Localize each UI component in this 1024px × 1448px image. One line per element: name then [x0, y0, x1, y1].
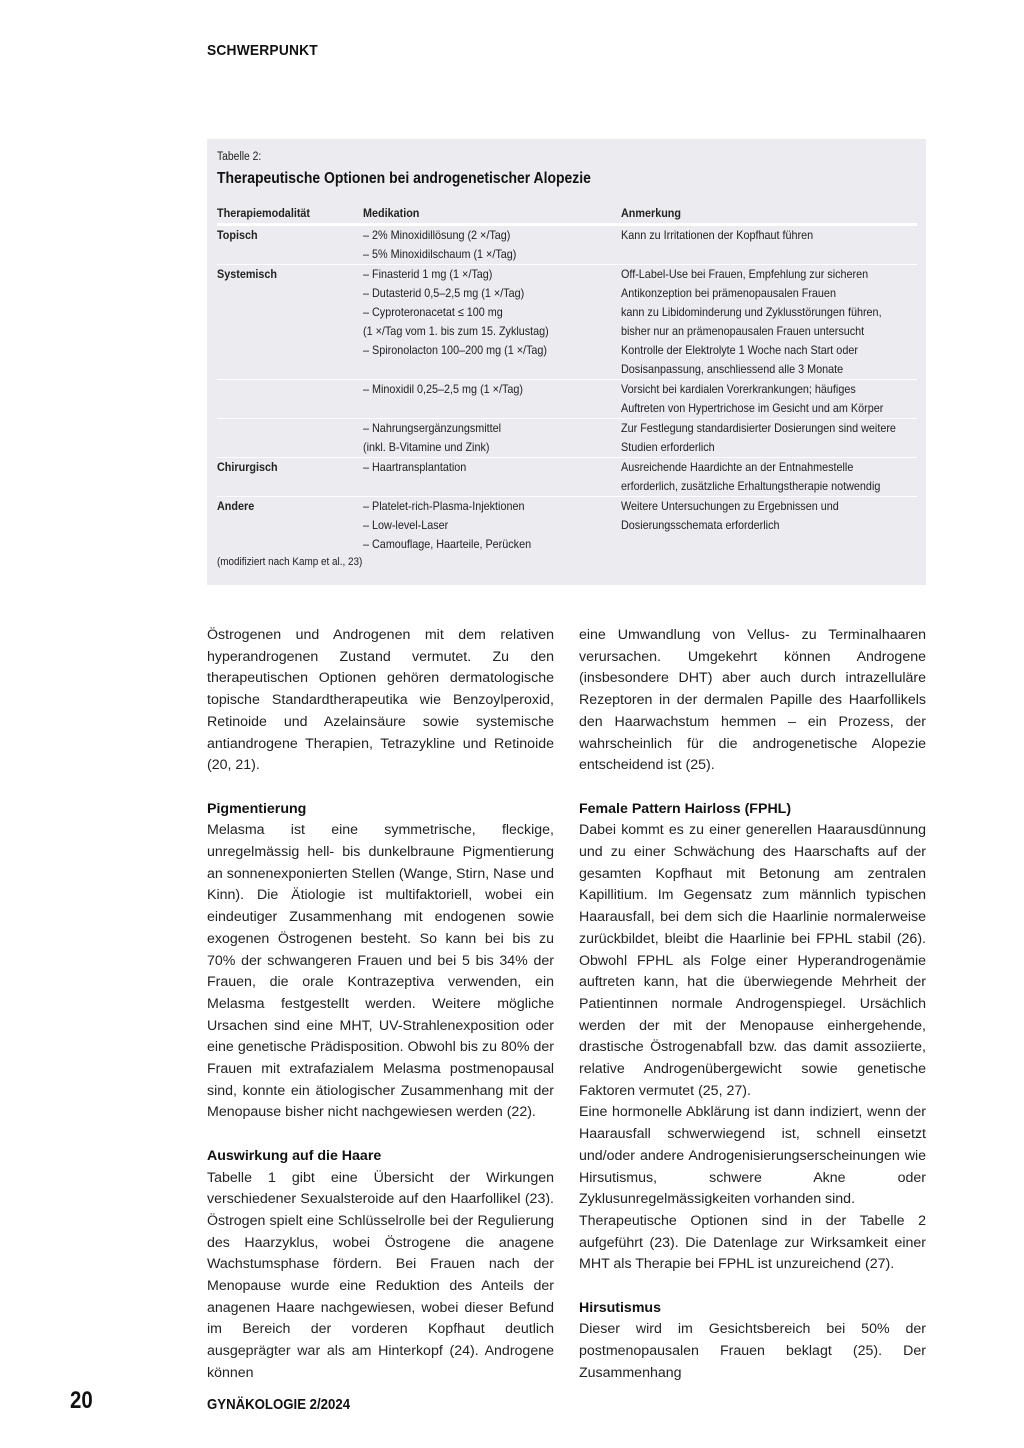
heading-hirsutismus: Hirsutismus [579, 1299, 661, 1316]
table-cell: erforderlich, zusätzliche Erhaltungstherapie notwendig [621, 479, 881, 493]
table-cell: – Dutasterid 0,5–2,5 mg (1 ×/Tag) [363, 286, 525, 300]
table-cell: Kann zu Irritationen der Kopfhaut führen [621, 228, 814, 242]
table-cell: Auftreten von Hypertrichose im Gesicht und am Körper [621, 401, 884, 415]
paragraph: eine Umwandlung von Vellus- zu Terminalhaaren verursachen. Umgekehrt können Androgene (insbesondere DHT) aber auch durch intrazelluläre Rezeptoren in der dermalen Papille des Haarfollikels den Haarwachstum hemmen – ein Prozess, der wahrscheinlich für die androgenetische Alopezie entscheidend ist (25). [579, 627, 926, 774]
left-text-column [207, 625, 554, 1385]
table-cell: – Haartransplantation [363, 460, 467, 474]
table-cell: (inkl. B-Vitamine und Zink) [363, 440, 490, 454]
paragraph: Dabei kommt es zu einer generellen Haarausdünnung und zu einer Schwächung des Haarschafts auf der gesamten Kopfhaut mit Betonung am zentralen Kapillitium. Im Gegensatz zum männlich typischen Haarausfall, bei dem sich die Haarlinie normalerweise zurückbildet, bleibt die Haarlinie bei FPHL stabil (26). Obwohl FPHL als Folge einer Hyperandrogenämie auftreten kann, hat die überwiegende Mehrheit der Patientinnen normale Androgenspiegel. Ursächlich werden der mit der Menopause einhergehende, drastische Östrogenabfall bzw. das damit assoziierte, relative Androgenübergewicht sowie genetische Faktoren vermutet (25, 27). [579, 822, 926, 1099]
paragraph: Östrogenen und Androgenen mit dem relativen hyperandrogenen Zustand vermutet. Zu den therapeutischen Optionen gehören dermatologische topische Standardtherapeutika wie Benzoylperoxid, Retinoide und Azelainsäure sowie systemische antiandrogene Therapien, Tetrazykline und Retinoide (20, 21). [207, 627, 554, 774]
table-label: Tabelle 2: [217, 151, 262, 163]
heading-pigmentierung: Pigmentierung [207, 800, 307, 817]
column-header: Anmerkung [621, 206, 682, 220]
table-cell: Studien erforderlich [621, 440, 715, 454]
table-cell: Systemisch [217, 267, 278, 281]
table-cell: – 2% Minoxidillösung (2 ×/Tag) [363, 228, 511, 242]
table-cell: Andere [217, 499, 255, 513]
journal-name: GYNÄKOLOGIE 2/2024 [207, 1396, 351, 1413]
table-header-row [217, 204, 917, 225]
paragraph: Dieser wird im Gesichtsbereich bei 50% der postmenopausalen Frauen beklagt (25). Der Zusammenhang [579, 1321, 926, 1381]
table-row [217, 496, 917, 554]
paragraph: Therapeutische Optionen sind in der Tabelle 2 aufgeführt (23). Die Datenlage zur Wirksamkeit einer MHT als Therapie bei FPHL ist unzureichend (27). [579, 1212, 926, 1273]
table-cell: – Cyproteronacetat ≤ 100 mg [363, 305, 503, 319]
table-cell: Weitere Untersuchungen zu Ergebnissen und [621, 499, 839, 513]
heading-haare: Auswirkung auf die Haare [207, 1147, 382, 1164]
table-cell: – 5% Minoxidilschaum (1 ×/Tag) [363, 247, 517, 261]
heading-fphl: Female Pattern Hairloss (FPHL) [579, 800, 792, 817]
table-cell: bisher nur an prämenopausalen Frauen untersucht [621, 324, 865, 338]
table-cell: Kontrolle der Elektrolyte 1 Woche nach Start oder [621, 343, 858, 357]
table-cell: – Finasterid 1 mg (1 ×/Tag) [363, 267, 493, 281]
table-cell: Chirurgisch [217, 460, 278, 474]
table-row [217, 225, 917, 264]
table-cell: Zur Festlegung standardisierter Dosierungen sind weitere [621, 421, 896, 435]
table-row [217, 457, 917, 496]
section-header: SCHWERPUNKT [207, 42, 318, 59]
table-cell: Topisch [217, 228, 258, 242]
column-header: Medikation [363, 206, 420, 220]
table-cell: – Minoxidil 0,25–2,5 mg (1 ×/Tag) [363, 382, 523, 396]
table-cell: kann zu Libidominderung und Zyklusstörungen führen, [621, 305, 882, 319]
table-body [217, 204, 917, 554]
table-cell: Dosierungsschemata erforderlich [621, 518, 780, 532]
table-cell: – Low-level-Laser [363, 518, 449, 532]
table-cell: – Nahrungsergänzungsmittel [363, 421, 502, 435]
table-cell: (1 ×/Tag vom 1. bis zum 15. Zyklustag) [363, 324, 549, 338]
table-row [217, 264, 917, 379]
table-cell: Dosisanpassung, anschliessend alle 3 Monate [621, 362, 844, 376]
table-cell: Antikonzeption bei prämenopausalen Frauen [621, 286, 836, 300]
table-footnote: (modifiziert nach Kamp et al., 23) [217, 556, 363, 568]
table-cell: – Platelet-rich-Plasma-Injektionen [363, 499, 525, 513]
paragraph: Melasma ist eine symmetrische, fleckige, unregelmässig hell- bis dunkelbraune Pigmentierung an sonnenexponierten Stellen (Wange, Stirn, Nase und Kinn). Die Ätiologie ist multifaktoriell, wobei ein eindeutiger Zusammenhang mit endogenen sowie exogenen Östrogenen besteht. So kann bei bis zu 70% der schwangeren Frauen und bei 5 bis 34% der Frauen, die orale Kontrazeptiva verwenden, ein Melasma festgestellt werden. Weitere mögliche Ursachen sind eine MHT, UV-Strahlenexposition oder eine genetische Prädisposition. Obwohl bis zu 80% der Frauen mit extrafazialem Melasma postmenopausal sind, konnte ein ätiologischer Zusammenhang mit der Menopause bisher nicht nachgewiesen werden (22). [207, 822, 554, 1121]
table-title: Therapeutische Optionen bei androgenetischer Alopezie [217, 170, 591, 187]
table-cell: Vorsicht bei kardialen Vorerkrankungen; häufiges [621, 382, 856, 396]
table-cell: – Spironolacton 100–200 mg (1 ×/Tag) [363, 343, 548, 357]
table-cell: Off-Label-Use bei Frauen, Empfehlung zur sicheren [621, 267, 869, 281]
paragraph: Tabelle 1 gibt eine Übersicht der Wirkungen verschiedener Sexualsteroide auf den Haarfollikel (23). Östrogen spielt eine Schlüsselrolle bei der Regulierung des Haarzyklus, wobei Östrogene die anagene Wachstumsphase fördern. Bei Frauen nach der Menopause wurde eine Reduktion des Anteils der anagenen Haare nachgewiesen, wobei dieser Befund im Bereich der vorderen Kopfhaut deutlich ausgeprägter war als am Hinterkopf (24). Androgene können [207, 1169, 554, 1381]
table-row [217, 418, 917, 457]
table-row [217, 379, 917, 418]
table-cell: Ausreichende Haardichte an der Entnahmestelle [621, 460, 854, 474]
right-text-column [579, 625, 926, 1385]
page-number: 20 [70, 1387, 93, 1414]
column-header: Therapiemodalität [217, 206, 311, 220]
paragraph: Eine hormonelle Abklärung ist dann indiziert, wenn der Haarausfall schwerwiegend ist, schnell einsetzt und/oder andere Androgenisierungserscheinungen wie Hirsutismus, schwere Akne oder Zyklusunregelmässigkeiten vorhanden sind. [579, 1104, 926, 1208]
table-cell: – Camouflage, Haarteile, Perücken [363, 537, 532, 551]
table-2 [207, 139, 926, 585]
